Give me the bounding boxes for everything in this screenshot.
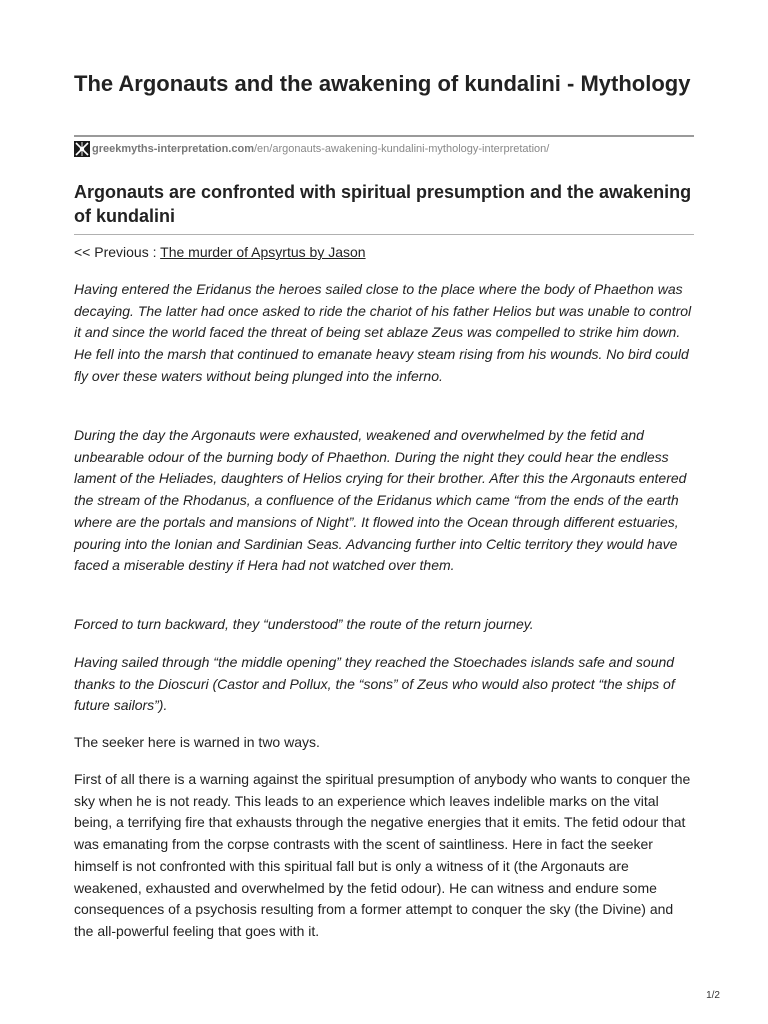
source-url[interactable] (74, 141, 694, 157)
previous-article-link[interactable]: The murder of Apsyrtus by Jason (160, 244, 366, 260)
paragraph: Having entered the Eridanus the heroes sailed close to the place where the body of Phaethon was decaying. The latter had once asked to ride the chariot of his father Helios but was unable to control it and since the world faced the threat of being set ablaze Zeus was compelled to strike him down. He fell into the marsh that continued to emanate heavy steam rising from his wounds. No bird could fly over these waters without being plunged into the inferno. (74, 281, 692, 384)
paragraph: The seeker here is warned in two ways. (74, 734, 320, 750)
paragraph: Having sailed through “the middle opening” they reached the Stoechades islands safe and sound thanks to the Dioscuri (Castor and Pollux, the “sons” of Zeus who would also protect “the ships of future sailors”). (74, 654, 675, 714)
source-path: /en/argonauts-awakening-kundalini-mythology-interpretation/ (253, 143, 550, 155)
page-number: 1/2 (706, 990, 720, 1001)
paragraph: First of all there is a warning against the spiritual presumption of anybody who wants to conquer the sky when he is not ready. This leads to an experience which leaves indelible marks on the vital being, a terrifying fire that exhausts through the negative energies that it emits. The fetid odour that was emanating from the corpse contrasts with the scent of saintliness. Here in fact the seeker himself is not confronted with this spiritual fall but is only a witness of it (the Argonauts are weakened, exhausted and overwhelmed by the fetid odour). He can witness and endure some consequences of a psychosis resulting from a former attempt to conquer the sky (the Divine) and the all-powerful feeling that goes with it. (74, 771, 691, 939)
title-divider (74, 135, 694, 137)
previous-navigation (74, 243, 366, 261)
previous-label: << Previous : (74, 244, 161, 260)
source-domain: greekmyths-interpretation.com (92, 143, 254, 155)
paragraph: During the day the Argonauts were exhausted, weakened and overwhelmed by the fetid and unbearable odour of the burning body of Phaethon. During the night they could hear the endless lament of the Heliades, daughters of Helios crying for their brother. After this the Argonauts entered the stream of the Rhodanus, a confluence of the Eridanus which came “from the ends of the earth where are the portals and mansions of Night”. It flowed into the Ocean through different estuaries, pouring into the Ionian and Sardinian Seas. Advancing further into Celtic territory they would have faced a miserable destiny if Hera had not watched over them. (74, 427, 687, 574)
section-heading: Argonauts are confronted with spiritual presumption and the awakening of kundalini (74, 182, 692, 226)
section-divider (74, 234, 694, 235)
document-title: The Argonauts and the awakening of kundalini - Mythology (74, 71, 691, 96)
paragraph: Forced to turn backward, they “understood” the route of the return journey. (74, 616, 534, 632)
site-logo-icon (74, 141, 90, 157)
